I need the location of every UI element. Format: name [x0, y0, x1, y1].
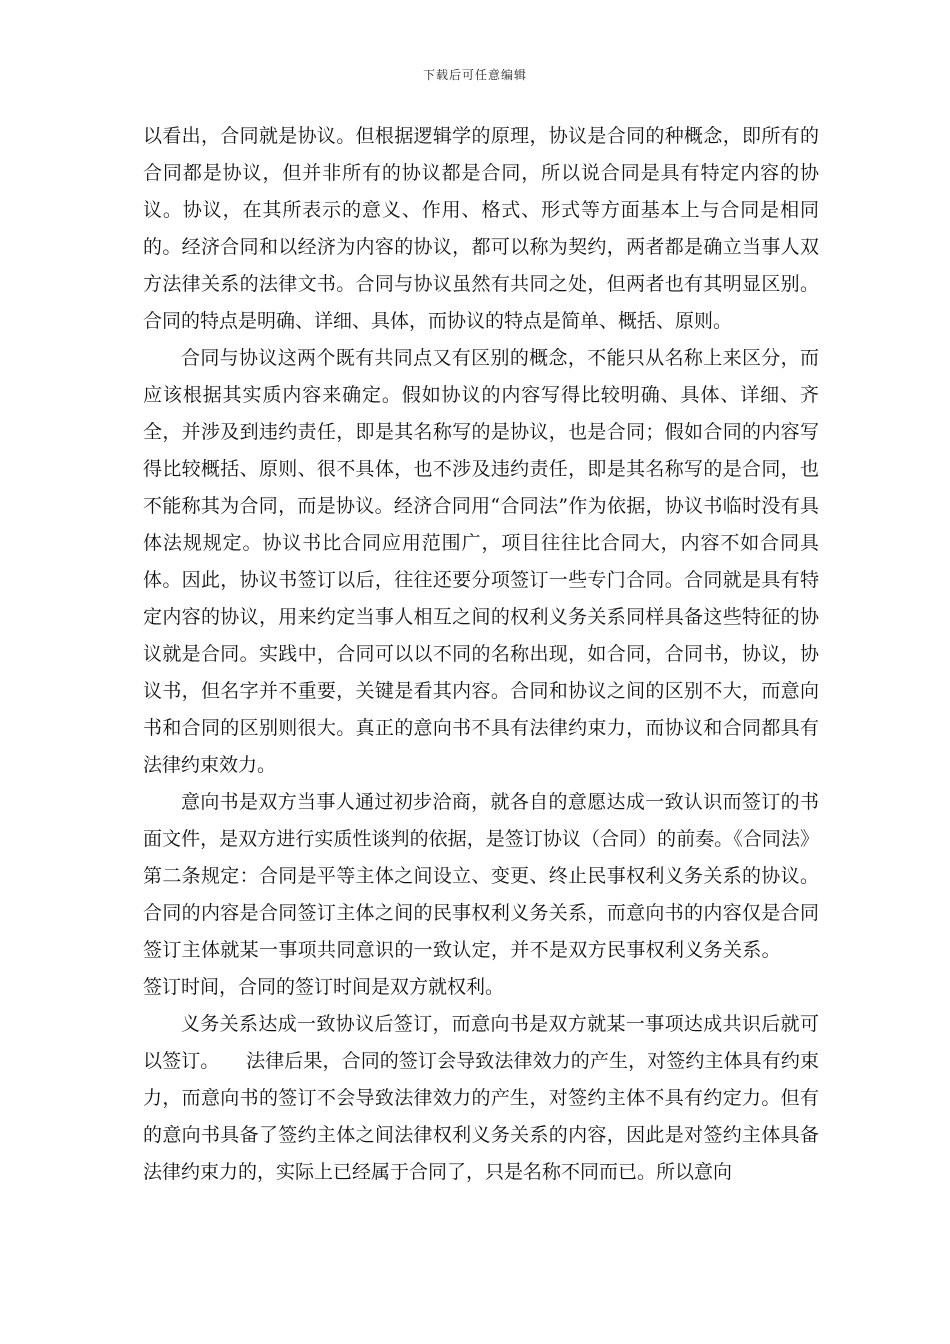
paragraph-2: 合同与协议这两个既有共同点又有区别的概念，不能只从名称上来区分，而应该根据其实质内容来确定。假如协议的内容写得比较明确、具体、详细、齐全，并涉及到违约责任，即是其名称写的是协议，也是合同；假如合同的内容写得比较概括、原则、很不具体，也不涉及违约责任，即是其名称写的是合同，也不能称其为合同，而是协议。经济合同用“合同法”作为依据，协议书临时没有具体法规规定。协议书比合同应用范围广，项目往往比合同大，内容不如合同具体。因此，协议书签订以后，往往还要分项签订一些专门合同。合同就是具有特定内容的协议，用来约定当事人相互之间的权利义务关系同样具备这些特征的协议就是合同。实践中，合同可以以不同的名称出现，如合同，合同书，协议，协议书，但名字并不重要，关键是看其内容。合同和协议之间的区别不大，而意向书和合同的区别则很大。真正的意向书不具有法律约束力，而协议和合同都具有法律约束效力。 — [143, 347, 819, 776]
paragraph-3-part-b: 签订时间，合同的签订时间是双方就权利。 — [143, 976, 505, 998]
paragraph-4-part-a: 义务关系达成一致协议后签订，而意向书是双方就某一事项达成共识后就可以签订。 — [143, 1013, 819, 1072]
paragraph-4-part-b: 法律后果，合同的签订会导致法律效力的产生，对签约主体具有约束力，而意向书的签订不会导致法律效力的产生，对签约主体不具有约定力。但有的意向书具备了签约主体之间法律权利义务关系的内容，因此是对签约主体具备法律约束力的，实际上已经属于合同了，只是名称不同而已。所以意向 — [143, 1050, 819, 1183]
paragraph-4 — [143, 1006, 819, 1191]
paragraph-3 — [143, 784, 819, 1006]
document-body — [143, 118, 819, 1191]
page-header: 下载后可任意编辑 — [422, 68, 527, 82]
paragraph-1: 以看出，合同就是协议。但根据逻辑学的原理，协议是合同的种概念，即所有的合同都是协议，但并非所有的协议都是合同，所以说合同是具有特定内容的协议。协议，在其所表示的意义、作用、格式、形式等方面基本上与合同是相同的。经济合同和以经济为内容的协议，都可以称为契约，两者都是确立当事人双方法律关系的法律文书。合同与协议虽然有共同之处，但两者也有其明显区别。合同的特点是明确、详细、具体，而协议的特点是简单、概括、原则。 — [143, 125, 819, 332]
paragraph-3-part-a: 意向书是双方当事人通过初步洽商，就各自的意愿达成一致认识而签订的书面文件，是双方进行实质性谈判的依据，是签订协议（合同）的前奏。《合同法》第二条规定：合同是平等主体之间设立、变更、终止民事权利义务关系的协议。合同的内容是合同签订主体之间的民事权利义务关系，而意向书的内容仅是合同签订主体就某一事项共同意识的一致认定，并不是双方民事权利义务关系。 — [143, 791, 819, 961]
